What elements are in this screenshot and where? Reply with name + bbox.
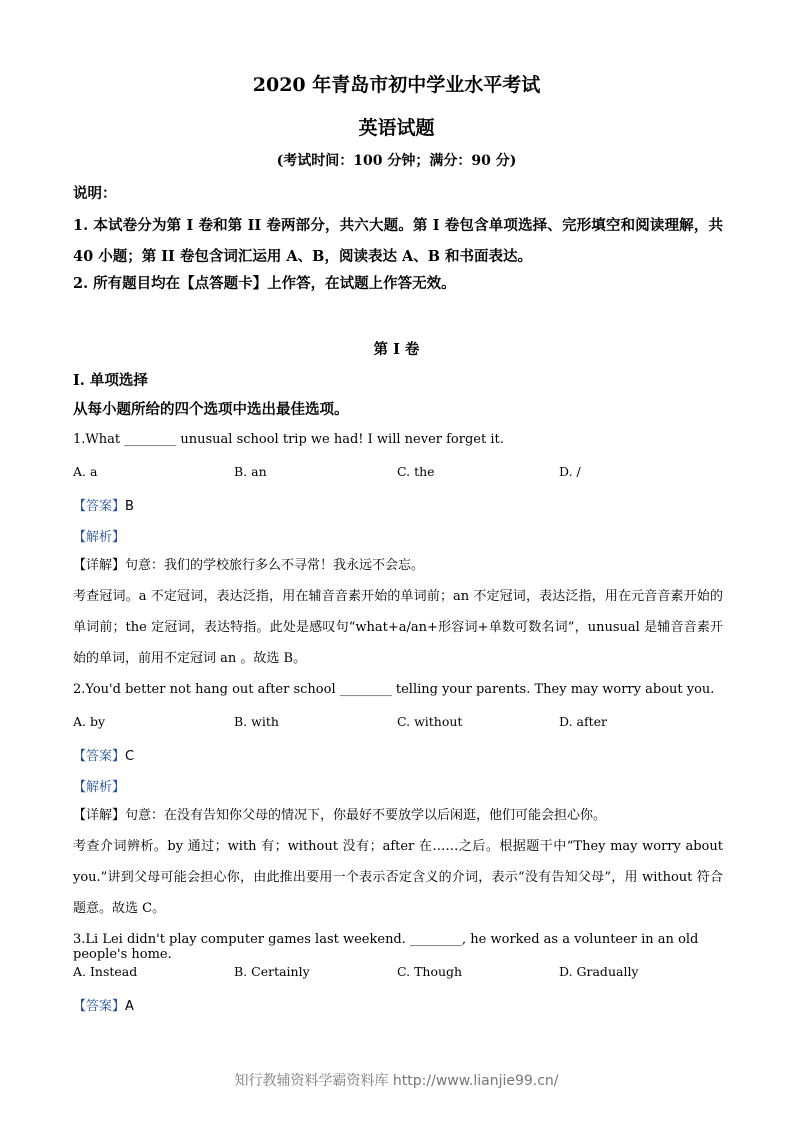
note-item-2: 2. 所有题目均在【点答题卡】上作答，在试题上作答无效。 [73,275,456,292]
q2-analysis-label: 【解析】 [73,780,126,795]
q1-option-b: B. an [234,464,267,479]
exam-title: 2020 年青岛市初中学业水平考试 [252,74,541,96]
notes-heading: 说明： [73,185,117,202]
question-1-options [73,464,723,484]
exam-subtitle: 英语试题 [358,117,435,139]
question-2-options [73,714,723,734]
answer-label: 【答案】 [73,999,126,1014]
answer-value: A [125,999,134,1014]
q1-option-c: C. the [397,464,435,479]
footer-watermark: 知行教辅资料学霸资料库 http://www.lianjie99.cn/ [234,1073,559,1089]
q2-option-d: D. after [559,714,607,729]
q1-explanation: 考查冠词。a 不定冠词，表达泛指，用在辅音音素开始的单词前；an 不定冠词，表达泛指，用在元音音素开始的单词前；the 定冠词，表达特指。此处是感叹句“what+a/an+形容词+单数可数名词”，unusual 是辅音音素开始的单词，前用不定冠词 an 。故选 B。 [73,589,723,666]
section-title: I. 单项选择 [73,372,148,389]
exam-duration: (考试时间：100 分钟；满分：90 分) [276,153,517,169]
q1-option-a: A. a [73,464,98,479]
q3-option-d: D. Gradually [559,964,639,979]
section-instruction: 从每小题所给的四个选项中选出最佳选项。 [73,401,349,418]
note-item-1: 1. 本试卷分为第 I 卷和第 II 卷两部分，共六大题。第 I 卷包含单项选择、完形填空和阅读理解，共 40 小题；第 II 卷包含词汇运用 A、B，阅读表达 A、B 和书面表达。 [73,217,723,265]
q3-option-a: A. Instead [73,964,138,979]
q2-answer [73,745,134,764]
q2-explanation: 考查介词辨析。by 通过；with 有；without 没有；after 在……之后。根据题干中“They may worry about you.”讲到父母可能会担心你，由此推出要用一个表示否定含义的介词，表示“没有告知父母”，用 without 符合题意。故选 C。 [73,839,723,916]
answer-value: B [125,499,134,514]
q1-detail: 【详解】句意：我们的学校旅行多么不寻常！我永远不会忘。 [73,558,425,573]
answer-value: C [125,749,135,764]
question-3-stem: 3.Li Lei didn't play computer games last weekend. ________, he worked as a volunteer in an old people's home. [73,932,699,962]
question-3-options [73,964,723,984]
q3-option-b: B. Certainly [234,964,310,979]
answer-label: 【答案】 [73,499,126,514]
q2-detail: 【详解】句意：在没有告知你父母的情况下，你最好不要放学以后闲逛，他们可能会担心你。 [73,808,607,823]
q2-option-c: C. without [397,714,463,729]
q3-answer [73,995,134,1014]
q1-option-d: D. / [559,464,581,479]
q1-analysis-label: 【解析】 [73,530,126,545]
question-1-stem: 1.What ________ unusual school trip we had! I will never forget it. [73,432,504,447]
q3-option-c: C. Though [397,964,463,979]
part-title: 第 I 卷 [373,341,420,358]
q2-option-b: B. with [234,714,279,729]
q2-option-a: A. by [73,714,106,729]
answer-label: 【答案】 [73,749,126,764]
q1-answer [73,495,134,514]
question-2-stem: 2.You'd better not hang out after school ________ telling your parents. They may worry about you. [73,682,715,697]
